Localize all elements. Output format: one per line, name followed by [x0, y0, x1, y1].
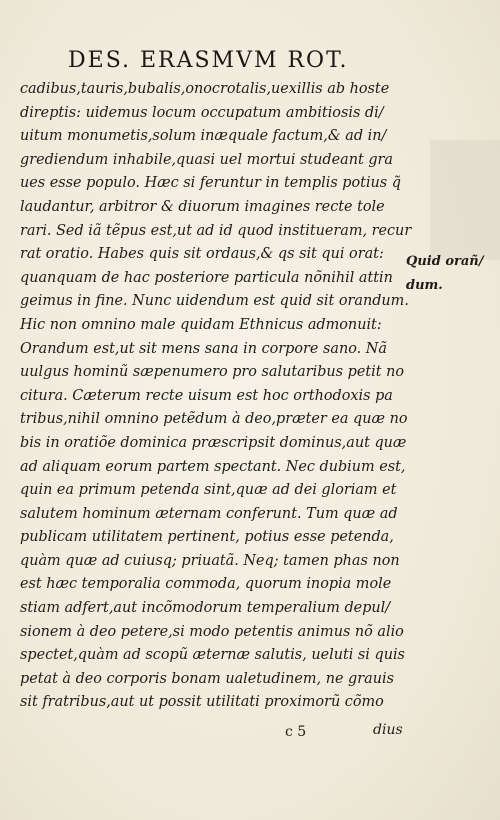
text-line: rari. Sed iã tẽpus est,ut ad id quod institueram, recur [20, 222, 412, 239]
body-text [20, 78, 415, 715]
text-line: ad aliquam eorum partem spectant. Nec dubium est, [20, 458, 406, 475]
text-line: est hæc temporalia commoda, quorum inopia mole [20, 576, 392, 593]
text-line: bis in oratiõe dominica præscripsit dominus,aut quæ [20, 434, 407, 451]
text-line: petat à deo corporis bonam ualetudinem, ne grauis [20, 670, 394, 687]
text-line: rat oratio. Habes quis sit ordaus,& qs sit qui orat: [20, 246, 384, 263]
marginal-note [406, 250, 496, 297]
signature-mark: c 5 [285, 724, 307, 740]
text-line: spectet,quàm ad scopũ æternæ salutis, ueluti si quis [20, 647, 405, 664]
text-line: direptis: uidemus locum occupatum ambitiosis di/ [20, 104, 384, 121]
bleed-through-shadow [430, 140, 500, 260]
text-line: grediendum inhabile,quasi uel mortui studeant gra [20, 151, 394, 168]
text-line: sionem à deo petere,si modo petentis animus nõ alio [20, 623, 404, 640]
text-line: cadibus,tauris,bubalis,onocrotalis,uexillis ab hoste [20, 81, 390, 97]
text-line: quin ea primum petenda sint,quæ ad dei gloriam et [20, 482, 397, 499]
text-line: quàm quæ ad cuiusq; priuatã. Neq; tamen phas non [20, 552, 400, 569]
text-line: publicam utilitatem pertinent, potius esse petenda, [20, 529, 394, 546]
text-line: quanquam de hac posteriore particula nõnihil attin [20, 269, 393, 286]
text-line: Hic non omnino male quidam Ethnicus admonuit: [20, 316, 382, 333]
text-line: tribus,nihil omnino petẽdum à deo,præter ea quæ no [20, 411, 408, 428]
text-line: laudantur, arbitror & diuorum imagines recte tole [20, 198, 385, 215]
text-line: ues esse populo. Hæc si feruntur in templis potius q̃ [20, 175, 401, 192]
text-line: uitum monumetis,solum inæquale factum,& ad in/ [20, 128, 387, 145]
text-line: uulgus hominũ sæpenumero pro salutaribus petit no [20, 364, 405, 381]
catchword: dius [373, 722, 403, 738]
text-line: salutem hominum æternam conferunt. Tum quæ ad [20, 505, 398, 522]
marginal-note-line: Quid orañ/ [406, 254, 484, 269]
text-line: Orandum est,ut sit mens sana in corpore sano. Nã [20, 340, 387, 357]
text-line: sit fratribus,aut ut possit utilitati proximorũ cõmo [20, 694, 384, 711]
text-line: citura. Cæterum recte uisum est hoc orthodoxis pa [20, 387, 393, 404]
text-line: geimus in fine. Nunc uidendum est quid sit orandum. [20, 293, 409, 310]
marginal-note-line: dum. [406, 277, 443, 293]
running-head: DES. ERASMVM ROT. [68, 48, 349, 73]
text-line: stiam adfert,aut incõmodorum temperalium depul/ [20, 600, 391, 617]
